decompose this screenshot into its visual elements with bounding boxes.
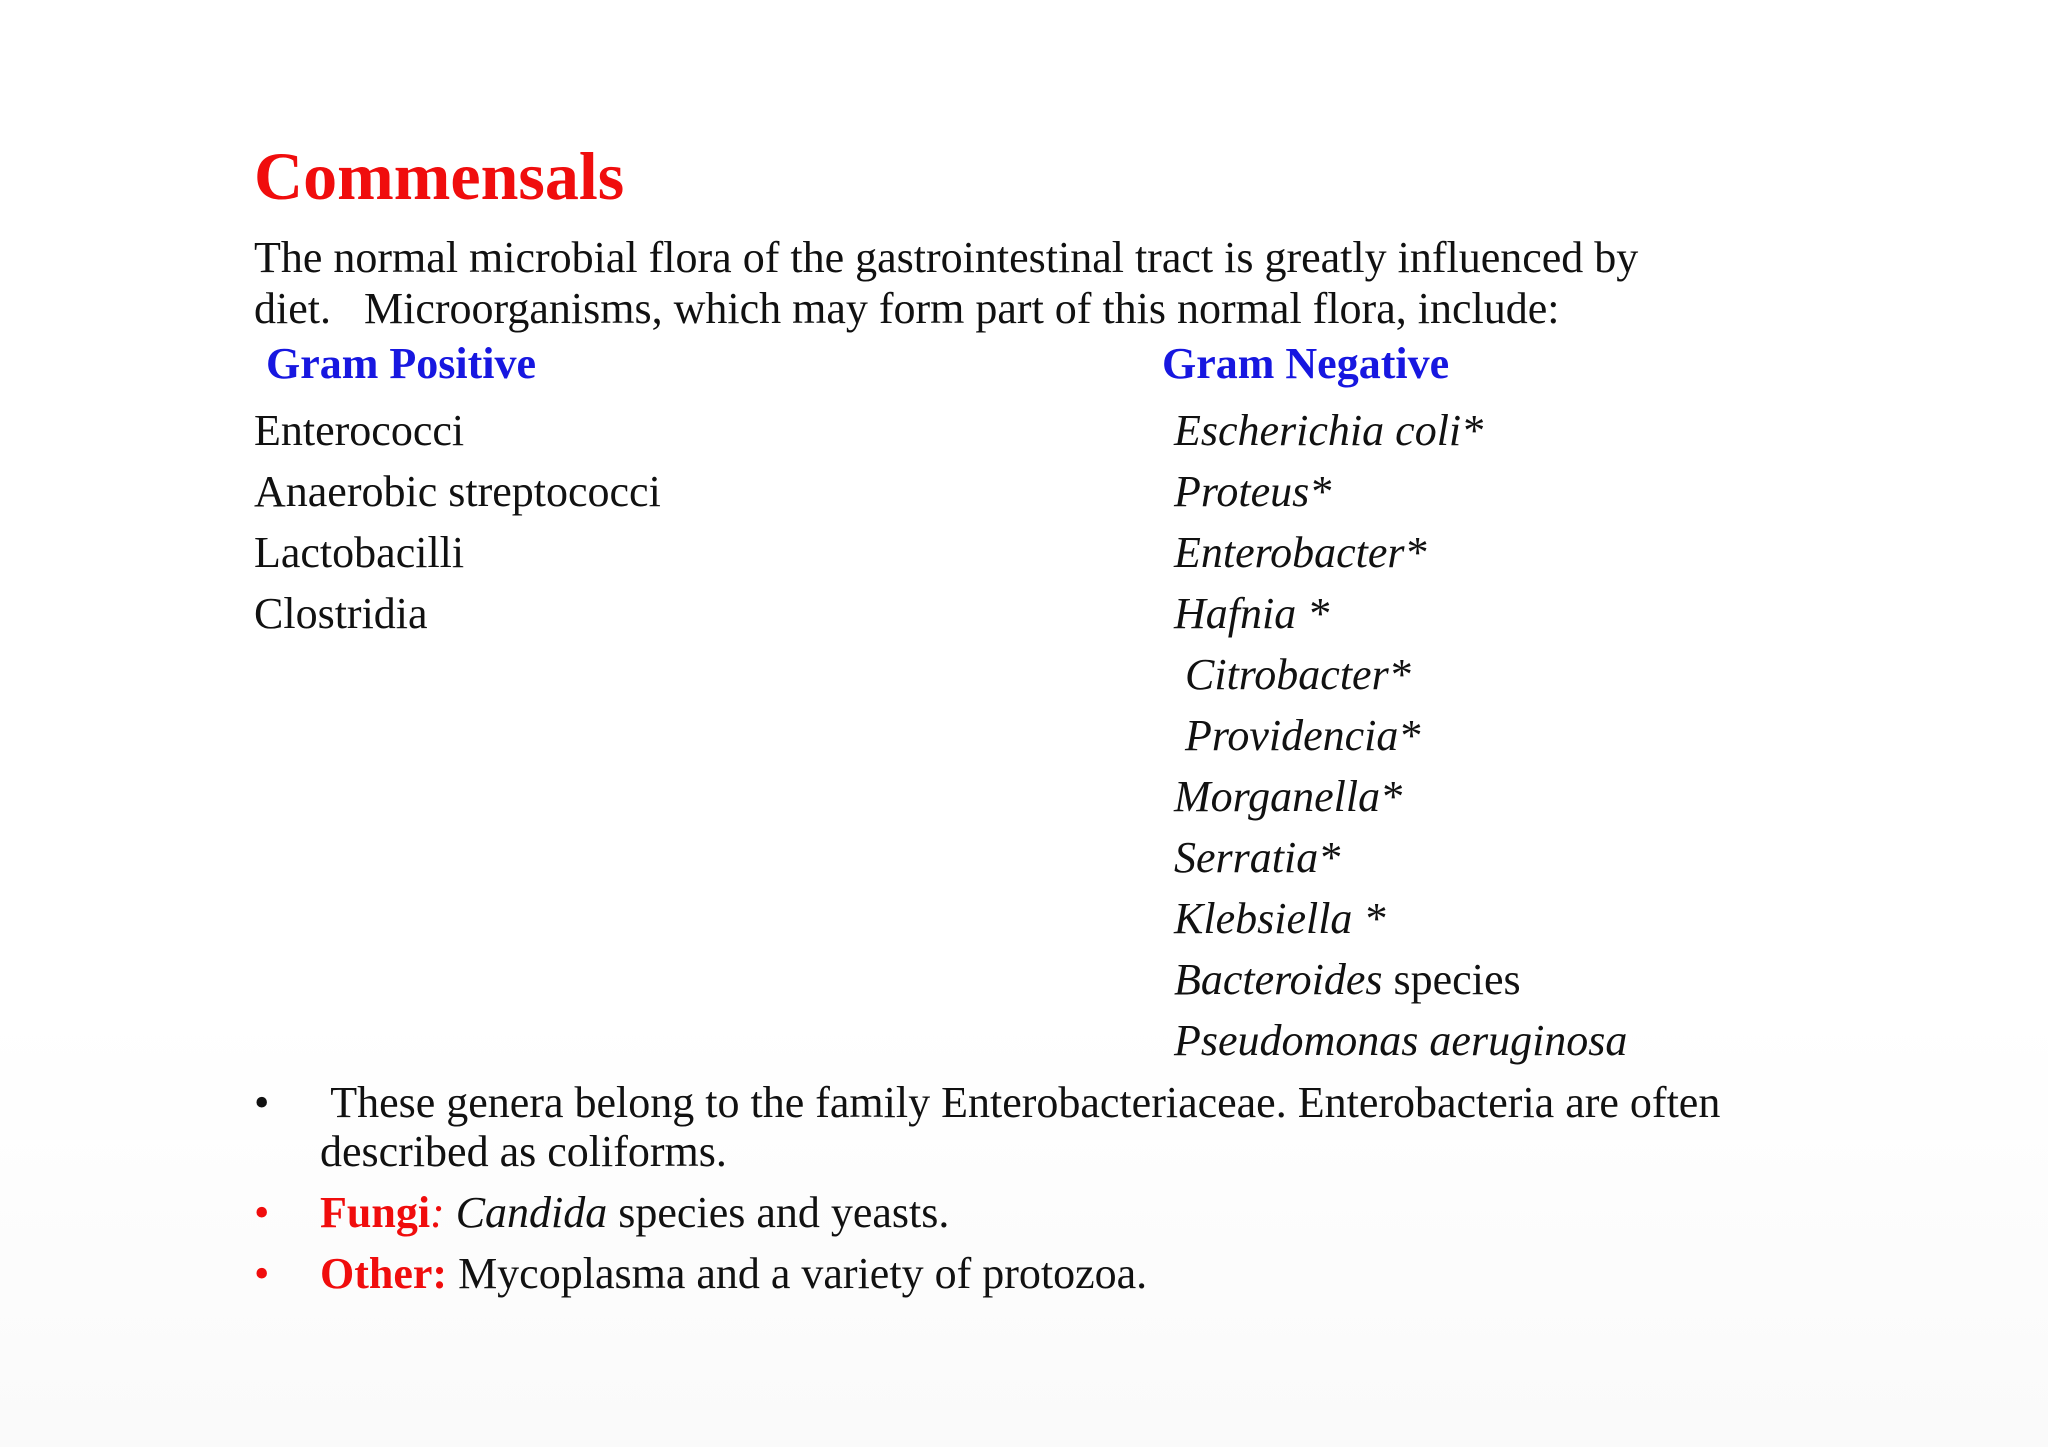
organism-name: Escherichia coli bbox=[1174, 406, 1462, 455]
organism-name: Citrobacter bbox=[1185, 650, 1389, 699]
gram-negative-item bbox=[1174, 461, 1627, 522]
gram-negative-item bbox=[1174, 644, 1627, 705]
organism-suffix: * bbox=[1309, 467, 1332, 516]
bullet-dot: • bbox=[254, 1078, 270, 1127]
other-text: Mycoplasma and a variety of protozoa. bbox=[447, 1249, 1148, 1298]
gram-negative-list bbox=[1174, 400, 1627, 1071]
bullet-other bbox=[254, 1249, 1854, 1298]
gram-positive-item: Clostridia bbox=[254, 589, 428, 638]
bullet-line-1: These genera belong to the family Enterobacteriaceae. Enterobacteria are often bbox=[320, 1078, 1721, 1127]
gram-positive-heading: Gram Positive bbox=[266, 339, 537, 388]
bullet-enterobacteriaceae bbox=[254, 1078, 1854, 1176]
organism-name: Proteus bbox=[1174, 467, 1310, 516]
organism-name: Hafnia bbox=[1174, 589, 1297, 638]
bullet-line-2: described as coliforms. bbox=[320, 1127, 727, 1176]
bullet-fungi bbox=[254, 1188, 1854, 1237]
gram-negative-item bbox=[1174, 583, 1627, 644]
organism-suffix: * bbox=[1404, 528, 1427, 577]
fungi-text: species and yeasts. bbox=[607, 1188, 950, 1237]
bullet-dot: • bbox=[254, 1188, 270, 1237]
gram-positive-list bbox=[254, 400, 661, 644]
gram-negative-item bbox=[1174, 1010, 1627, 1071]
intro-line-1: The normal microbial flora of the gastrointestinal tract is greatly influenced by bbox=[254, 233, 1639, 282]
organism-suffix: * bbox=[1380, 772, 1403, 821]
bullet-list bbox=[254, 1078, 1854, 1310]
organism-name: Pseudomonas aeruginosa bbox=[1174, 1016, 1628, 1065]
organism-suffix: * bbox=[1461, 406, 1484, 455]
intro-paragraph bbox=[254, 232, 1814, 334]
intro-line-2: diet. Microorganisms, which may form part of this normal flora, include: bbox=[254, 284, 1560, 333]
organism-name: Morganella bbox=[1174, 772, 1381, 821]
organism-name: Enterobacter bbox=[1174, 528, 1405, 577]
organism-suffix: species bbox=[1382, 955, 1521, 1004]
organism-name: Klebsiella bbox=[1174, 894, 1353, 943]
gram-negative-item bbox=[1174, 766, 1627, 827]
bullet-dot: • bbox=[254, 1249, 270, 1298]
gram-negative-item bbox=[1174, 400, 1627, 461]
organism-name: Serratia bbox=[1174, 833, 1319, 882]
gram-positive-item: Anaerobic streptococci bbox=[254, 467, 661, 516]
organism-name: Providencia bbox=[1185, 711, 1399, 760]
organism-suffix: * bbox=[1398, 711, 1421, 760]
organism-suffix: * bbox=[1388, 650, 1411, 699]
organism-suffix: * bbox=[1296, 589, 1330, 638]
fungi-genus: Candida bbox=[455, 1188, 608, 1237]
gram-negative-item bbox=[1174, 827, 1627, 888]
gram-negative-item bbox=[1174, 522, 1627, 583]
gram-negative-item bbox=[1174, 949, 1627, 1010]
gram-negative-item bbox=[1174, 705, 1627, 766]
gram-negative-heading: Gram Negative bbox=[1162, 339, 1450, 388]
gram-positive-item: Lactobacilli bbox=[254, 528, 465, 577]
other-label: Other: bbox=[320, 1249, 448, 1298]
organism-suffix: * bbox=[1318, 833, 1341, 882]
gram-positive-item: Enterococci bbox=[254, 406, 465, 455]
organism-name: Bacteroides bbox=[1174, 955, 1383, 1004]
slide-title: Commensals bbox=[254, 138, 625, 214]
fungi-separator: : bbox=[430, 1188, 445, 1237]
organism-suffix: * bbox=[1352, 894, 1386, 943]
gram-negative-item bbox=[1174, 888, 1627, 949]
fungi-label: Fungi bbox=[320, 1188, 431, 1237]
